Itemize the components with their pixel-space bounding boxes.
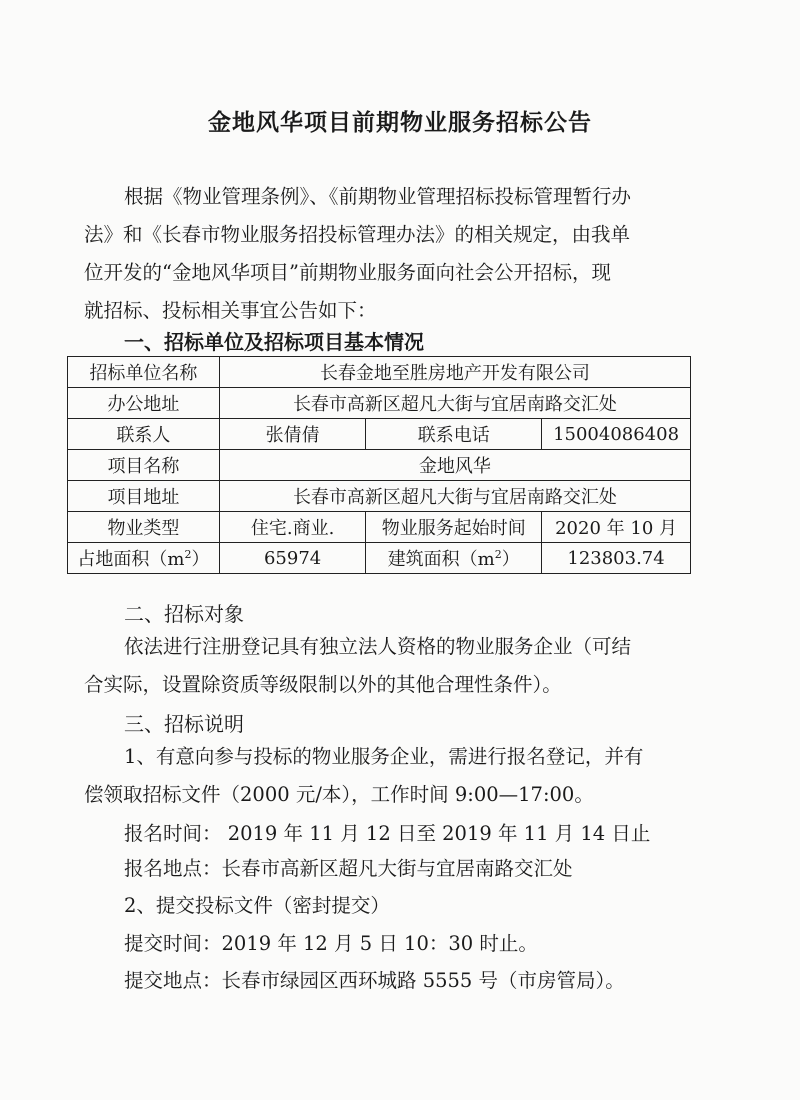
table-row [68,357,691,388]
table-label-cell: 联系电话 [366,419,542,450]
table-row [68,388,691,419]
table-value-cell: 张倩倩 [219,419,365,450]
table-label-cell [68,543,220,574]
submit-heading: 2、提交投标文件（密封提交） [124,894,390,917]
section3-paragraph [84,738,714,814]
document-title: 金地风华项目前期物业服务招标公告 [208,110,592,136]
section3-line: 偿领取招标文件（2000 元/本），工作时间 9:00—17:00。 [84,783,594,806]
section2-paragraph [84,628,714,704]
submit-time: 提交时间：2019 年 12 月 5 日 10：30 时止。 [124,932,538,955]
table-row [68,481,691,512]
section3-line: 1、有意向参与投标的物业服务企业，需进行报名登记，并有 [124,745,644,768]
table-value-cell: 长春市高新区超凡大街与宜居南路交汇处 [219,388,690,419]
table-label-cell: 办公地址 [68,388,220,419]
table-row [68,450,691,481]
table-value-cell: 长春金地至胜房地产开发有限公司 [219,357,690,388]
section1-heading: 一、招标单位及招标项目基本情况 [124,330,424,354]
table-value-cell: 2020 年 10 月 [542,512,691,543]
section2-heading: 二、招标对象 [124,602,244,626]
table-row [68,512,691,543]
table-value-cell: 15004086408 [542,419,691,450]
table-value-cell: 65974 [219,543,365,574]
registration-time: 报名时间： 2019 年 11 月 12 日至 2019 年 11 月 14 日止 [124,822,651,845]
table-label-cell: 联系人 [68,419,220,450]
intro-line: 法》和《长春市物业服务招投标管理办法》的相关规定，由我单 [84,223,631,246]
section3-heading: 三、招标说明 [124,712,244,736]
building-area-label: 建筑面积（m [387,549,495,570]
table-value-cell: 住宅.商业. [219,512,365,543]
section2-line: 依法进行注册登记具有独立法人资格的物业服务企业（可结 [124,635,632,658]
intro-line: 根据《物业管理条例》、《前期物业管理招标投标管理暂行办 [124,185,632,208]
registration-place: 报名地点：长春市高新区超凡大街与宜居南路交汇处 [124,857,573,880]
table-label-cell [366,543,542,574]
table-label-cell: 物业类型 [68,512,220,543]
table-value-cell: 123803.74 [542,543,691,574]
intro-line: 就招标、投标相关事宜公告如下： [84,299,377,322]
intro-paragraph [84,178,704,330]
table-label-cell: 物业服务起始时间 [366,512,542,543]
table-row [68,419,691,450]
squared-superscript: 2 [184,548,192,561]
land-area-label-end: ） [191,549,210,570]
table-label-cell: 项目地址 [68,481,220,512]
submit-place: 提交地点：长春市绿园区西环城路 5555 号（市房管局）。 [124,969,625,992]
land-area-label: 占地面积（m [77,549,185,570]
table-label-cell: 项目名称 [68,450,220,481]
building-area-label-end: ） [501,549,520,570]
intro-line: 位开发的“金地风华项目”前期物业服务面向社会公开招标，现 [84,261,611,284]
squared-superscript: 2 [494,548,502,561]
section2-line: 合实际，设置除资质等级限制以外的其他合理性条件）。 [84,673,562,696]
table-row [68,543,691,574]
table-label-cell: 招标单位名称 [68,357,220,388]
table-value-cell: 长春市高新区超凡大街与宜居南路交汇处 [219,481,690,512]
info-table [67,356,691,574]
table-value-cell: 金地风华 [219,450,690,481]
